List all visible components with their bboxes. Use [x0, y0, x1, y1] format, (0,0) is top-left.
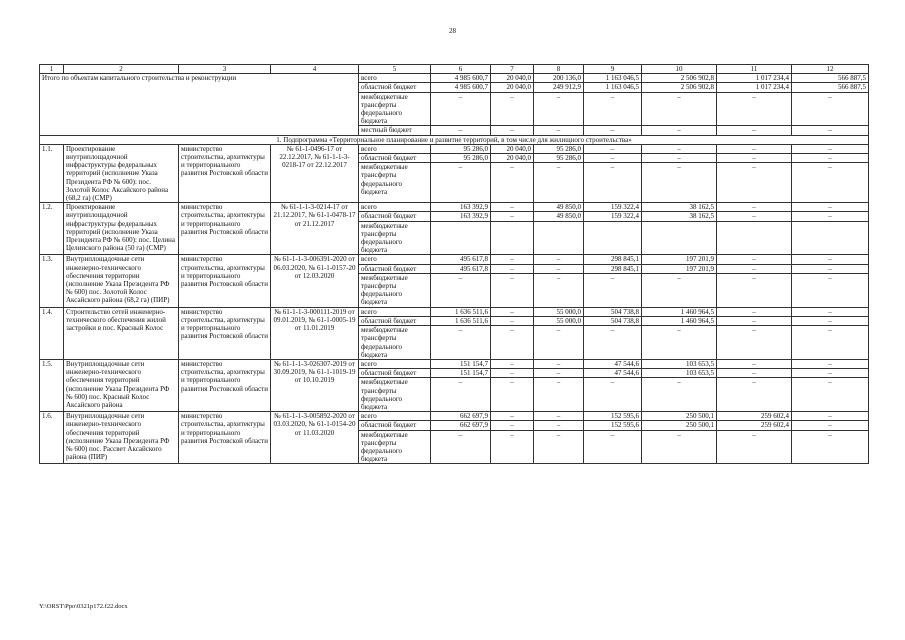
file-path-footer: Y:\ORST\Ppo\0321p172.f22.docx: [39, 603, 128, 610]
value-cell: –: [534, 126, 584, 135]
value-cell: –: [792, 163, 869, 203]
value-cell: –: [792, 421, 869, 430]
table-row: [40, 203, 869, 212]
value-cell: –: [792, 203, 869, 212]
table-row: [40, 307, 869, 316]
value-cell: 151 154,7: [431, 359, 491, 368]
executor-cell: министерство строительства, архитектуры и территориального развития Ростовской области: [179, 412, 271, 464]
item-number-cell: 1.1.: [40, 144, 64, 202]
total-name-cell: Итого по объектам капитального строительства и реконструкции: [40, 74, 359, 135]
value-cell: –: [717, 203, 792, 212]
value-cell: 20 040,0: [491, 154, 534, 163]
value-cell: –: [792, 264, 869, 273]
value-cell: –: [792, 326, 869, 360]
funding-source-cell: межбюджетные трансферты федерального бюджета: [359, 221, 431, 255]
value-cell: –: [792, 369, 869, 378]
value-cell: –: [642, 144, 717, 153]
value-cell: 2 506 902,8: [642, 83, 717, 92]
column-number-cell: 8: [534, 65, 584, 74]
value-cell: 197 201,9: [642, 255, 717, 264]
value-cell: –: [491, 359, 534, 368]
value-cell: 38 162,5: [642, 212, 717, 221]
value-cell: 504 738,8: [584, 316, 642, 325]
column-number-cell: 1: [40, 65, 64, 74]
value-cell: 47 544,6: [584, 359, 642, 368]
value-cell: –: [534, 163, 584, 203]
column-number-cell: 10: [642, 65, 717, 74]
table-row: [40, 74, 869, 83]
value-cell: –: [792, 359, 869, 368]
value-cell: –: [491, 126, 534, 135]
column-number-cell: 7: [491, 65, 534, 74]
value-cell: –: [584, 430, 642, 464]
value-cell: 1 636 511,6: [431, 307, 491, 316]
value-cell: –: [642, 273, 717, 307]
column-number-cell: 12: [792, 65, 869, 74]
value-cell: 495 617,8: [431, 255, 491, 264]
funding-source-cell: областной бюджет: [359, 83, 431, 92]
funding-source-cell: всего: [359, 412, 431, 421]
executor-cell: министерство строительства, архитектуры и территориального развития Ростовской области: [179, 307, 271, 359]
value-cell: –: [717, 264, 792, 273]
value-cell: –: [792, 154, 869, 163]
value-cell: –: [431, 126, 491, 135]
funding-source-cell: областной бюджет: [359, 264, 431, 273]
value-cell: –: [717, 154, 792, 163]
value-cell: 38 162,5: [642, 203, 717, 212]
table-row: [40, 255, 869, 264]
funding-source-cell: всего: [359, 359, 431, 368]
value-cell: –: [717, 144, 792, 153]
value-cell: 20 040,0: [491, 74, 534, 83]
value-cell: –: [491, 412, 534, 421]
item-name-cell: Проектирование внутриплощадочной инфраструктуры федеральных территорий (исполнение Указа Президента РФ № 600): пос. Золотой Колос Аксайского района (68,2 га) (СМР): [64, 144, 179, 202]
funding-source-cell: областной бюджет: [359, 421, 431, 430]
value-cell: 159 322,4: [584, 212, 642, 221]
column-number-cell: 9: [584, 65, 642, 74]
funding-source-cell: всего: [359, 203, 431, 212]
value-cell: 103 653,5: [642, 359, 717, 368]
financing-table: [39, 64, 869, 464]
value-cell: –: [642, 163, 717, 203]
document-cell: № 61-1-1-3-000111-2019 от 09.01.2019, № 61-1-0005-19 от 11.01.2019: [271, 307, 359, 359]
value-cell: –: [534, 92, 584, 126]
value-cell: [431, 221, 491, 255]
value-cell: 250 500,1: [642, 421, 717, 430]
funding-source-cell: областной бюджет: [359, 369, 431, 378]
value-cell: –: [431, 163, 491, 203]
funding-source-cell: всего: [359, 144, 431, 153]
value-cell: 95 286,0: [534, 154, 584, 163]
value-cell: –: [584, 163, 642, 203]
value-cell: –: [491, 163, 534, 203]
value-cell: –: [792, 412, 869, 421]
value-cell: 55 000,0: [534, 316, 584, 325]
page-number: 28: [449, 27, 456, 35]
executor-cell: министерство строительства, архитектуры и территориального развития Ростовской области: [179, 144, 271, 202]
column-number-row: [40, 65, 869, 74]
document-cell: № 61-1-0496-17 от 22.12.2017, № 61-1-1-3-0218-17 от 22.12.2017: [271, 144, 359, 202]
value-cell: –: [792, 126, 869, 135]
value-cell: –: [717, 255, 792, 264]
value-cell: 259 602,4: [717, 412, 792, 421]
value-cell: –: [717, 212, 792, 221]
value-cell: –: [792, 378, 869, 412]
executor-cell: министерство строительства, архитектуры и территориального развития Ростовской области: [179, 203, 271, 255]
item-name-cell: Проектирование внутриплощадочной инфраструктуры федеральных территорий (исполнение Указа Президента РФ № 600): пос. Целина Целинского района (50 га) (СМР): [64, 203, 179, 255]
value-cell: –: [717, 430, 792, 464]
value-cell: 662 697,9: [431, 421, 491, 430]
document-cell: № 61-1-1-3-006391-2020 от 06.03.2020, № 61-1-0157-20 от 12.03.2020: [271, 255, 359, 307]
value-cell: –: [792, 273, 869, 307]
value-cell: –: [431, 326, 491, 360]
value-cell: 1 017 234,4: [717, 74, 792, 83]
value-cell: –: [717, 307, 792, 316]
item-number-cell: 1.2.: [40, 203, 64, 255]
value-cell: –: [491, 378, 534, 412]
column-number-cell: 11: [717, 65, 792, 74]
value-cell: –: [534, 378, 584, 412]
value-cell: –: [584, 326, 642, 360]
value-cell: 249 912,9: [534, 83, 584, 92]
funding-source-cell: межбюджетные трансферты федерального бюджета: [359, 163, 431, 203]
value-cell: 163 392,9: [431, 212, 491, 221]
value-cell: [717, 221, 792, 255]
value-cell: 49 850,0: [534, 212, 584, 221]
value-cell: [584, 221, 642, 255]
item-number-cell: 1.5.: [40, 359, 64, 411]
executor-cell: министерство строительства, архитектуры и территориального развития Ростовской области: [179, 255, 271, 307]
value-cell: 95 286,0: [534, 144, 584, 153]
funding-source-cell: местный бюджет: [359, 126, 431, 135]
value-cell: –: [584, 273, 642, 307]
value-cell: 1 163 046,5: [584, 74, 642, 83]
value-cell: –: [792, 92, 869, 126]
value-cell: –: [491, 369, 534, 378]
value-cell: 1 636 511,6: [431, 316, 491, 325]
funding-source-cell: областной бюджет: [359, 154, 431, 163]
value-cell: –: [717, 163, 792, 203]
column-number-cell: 2: [64, 65, 179, 74]
value-cell: 95 286,0: [431, 144, 491, 153]
value-cell: 159 322,4: [584, 203, 642, 212]
table-row: [40, 144, 869, 153]
funding-source-cell: межбюджетные трансферты федерального бюджета: [359, 430, 431, 464]
item-name-cell: Строительство сетей инженерно-технического обеспечения жилой застройки в пос. Красный Колос: [64, 307, 179, 359]
value-cell: 504 738,8: [584, 307, 642, 316]
value-cell: 20 040,0: [491, 83, 534, 92]
value-cell: 566 887,5: [792, 83, 869, 92]
value-cell: 152 595,6: [584, 421, 642, 430]
table-row: [40, 359, 869, 368]
value-cell: –: [534, 255, 584, 264]
item-name-cell: Внутриплощадочные сети инженерно-технического обеспечения территорий (исполнение Указа Президента РФ № 600) пос. Красный Колос Аксайского района: [64, 359, 179, 411]
funding-source-cell: областной бюджет: [359, 212, 431, 221]
value-cell: –: [534, 412, 584, 421]
value-cell: –: [431, 430, 491, 464]
value-cell: –: [534, 421, 584, 430]
value-cell: 47 544,6: [584, 369, 642, 378]
document-cell: № 61-1-1-3-005892-2020 от 03.03.2020, № 61-1-0154-20 от 11.03.2020: [271, 412, 359, 464]
value-cell: –: [717, 378, 792, 412]
funding-source-cell: всего: [359, 74, 431, 83]
value-cell: –: [491, 92, 534, 126]
value-cell: 2 506 902,8: [642, 74, 717, 83]
column-number-cell: 5: [359, 65, 431, 74]
value-cell: [642, 221, 717, 255]
value-cell: –: [534, 359, 584, 368]
value-cell: –: [792, 307, 869, 316]
value-cell: 55 000,0: [534, 307, 584, 316]
value-cell: –: [717, 316, 792, 325]
value-cell: –: [534, 369, 584, 378]
subprogram-title: 1. Подпрограмма «Территориальное планирование и развитие территорий, в том числе для жилищного строительства»: [40, 135, 869, 144]
value-cell: –: [491, 212, 534, 221]
value-cell: 1 163 046,5: [584, 83, 642, 92]
value-cell: –: [534, 273, 584, 307]
value-cell: –: [431, 378, 491, 412]
value-cell: 250 500,1: [642, 412, 717, 421]
value-cell: 1 017 234,4: [717, 83, 792, 92]
table-row: [40, 412, 869, 421]
value-cell: –: [642, 326, 717, 360]
value-cell: –: [792, 144, 869, 153]
value-cell: 197 201,9: [642, 264, 717, 273]
value-cell: 298 845,1: [584, 255, 642, 264]
value-cell: 4 985 600,7: [431, 83, 491, 92]
funding-source-cell: межбюджетные трансферты федерального бюджета: [359, 273, 431, 307]
column-number-cell: 6: [431, 65, 491, 74]
funding-source-cell: областной бюджет: [359, 316, 431, 325]
column-number-cell: 4: [271, 65, 359, 74]
value-cell: –: [642, 154, 717, 163]
value-cell: 152 595,6: [584, 412, 642, 421]
value-cell: –: [792, 430, 869, 464]
value-cell: 4 985 600,7: [431, 74, 491, 83]
value-cell: 566 887,5: [792, 74, 869, 83]
value-cell: –: [491, 430, 534, 464]
value-cell: –: [431, 273, 491, 307]
value-cell: 200 136,0: [534, 74, 584, 83]
item-name-cell: Внутриплощадочные сети инженерно-технического обеспечения территорий (исполнение Указа Президента РФ № 600) пос. Рассвет Аксайского района (ПИР): [64, 412, 179, 464]
value-cell: –: [491, 316, 534, 325]
value-cell: –: [792, 212, 869, 221]
value-cell: 103 653,5: [642, 369, 717, 378]
value-cell: –: [534, 326, 584, 360]
value-cell: –: [534, 430, 584, 464]
value-cell: –: [491, 203, 534, 212]
item-name-cell: Внутриплощадочные сети инженерно-технического обеспечения территории (исполнение Указа Президента РФ № 600) пос. Золотой Колос Аксайского района (68,2 га) (ПИР): [64, 255, 179, 307]
value-cell: –: [792, 255, 869, 264]
value-cell: –: [534, 264, 584, 273]
value-cell: –: [491, 255, 534, 264]
value-cell: 298 845,1: [584, 264, 642, 273]
value-cell: –: [584, 378, 642, 412]
value-cell: –: [642, 92, 717, 126]
subprogram-row: [40, 135, 869, 144]
value-cell: –: [491, 273, 534, 307]
value-cell: 1 460 964,5: [642, 307, 717, 316]
value-cell: 95 286,0: [431, 154, 491, 163]
value-cell: –: [717, 92, 792, 126]
column-number-cell: 3: [179, 65, 271, 74]
value-cell: [792, 221, 869, 255]
funding-source-cell: межбюджетные трансферты федерального бюджета: [359, 378, 431, 412]
value-cell: –: [584, 126, 642, 135]
value-cell: –: [491, 326, 534, 360]
funding-source-cell: всего: [359, 255, 431, 264]
value-cell: –: [717, 126, 792, 135]
item-number-cell: 1.4.: [40, 307, 64, 359]
value-cell: –: [792, 316, 869, 325]
value-cell: [534, 221, 584, 255]
value-cell: –: [491, 307, 534, 316]
value-cell: –: [491, 421, 534, 430]
value-cell: 495 617,8: [431, 264, 491, 273]
funding-source-cell: межбюджетные трансферты федерального бюджета: [359, 326, 431, 360]
value-cell: 49 850,0: [534, 203, 584, 212]
funding-source-cell: межбюджетные трансферты федерального бюджета: [359, 92, 431, 126]
value-cell: –: [431, 92, 491, 126]
value-cell: –: [717, 326, 792, 360]
value-cell: –: [642, 430, 717, 464]
funding-source-cell: всего: [359, 307, 431, 316]
value-cell: –: [584, 144, 642, 153]
value-cell: 20 040,0: [491, 144, 534, 153]
value-cell: –: [717, 359, 792, 368]
value-cell: –: [491, 264, 534, 273]
value-cell: –: [584, 92, 642, 126]
item-number-cell: 1.3.: [40, 255, 64, 307]
value-cell: –: [642, 378, 717, 412]
value-cell: 259 602,4: [717, 421, 792, 430]
value-cell: 151 154,7: [431, 369, 491, 378]
value-cell: 1 460 964,5: [642, 316, 717, 325]
executor-cell: министерство строительства, архитектуры и территориального развития Ростовской области: [179, 359, 271, 411]
value-cell: 662 697,9: [431, 412, 491, 421]
value-cell: 163 392,9: [431, 203, 491, 212]
document-cell: № 61-1-1-3-0214-17 от 21.12.2017, № 61-1-0478-17 от 21.12.2017: [271, 203, 359, 255]
value-cell: –: [717, 369, 792, 378]
value-cell: –: [717, 273, 792, 307]
document-cell: № 61-1-1-3-026307-2019 от 30.09.2019, № 61-1-1019-19 от 10.10.2019: [271, 359, 359, 411]
item-number-cell: 1.6.: [40, 412, 64, 464]
value-cell: [491, 221, 534, 255]
value-cell: –: [584, 154, 642, 163]
value-cell: –: [642, 126, 717, 135]
